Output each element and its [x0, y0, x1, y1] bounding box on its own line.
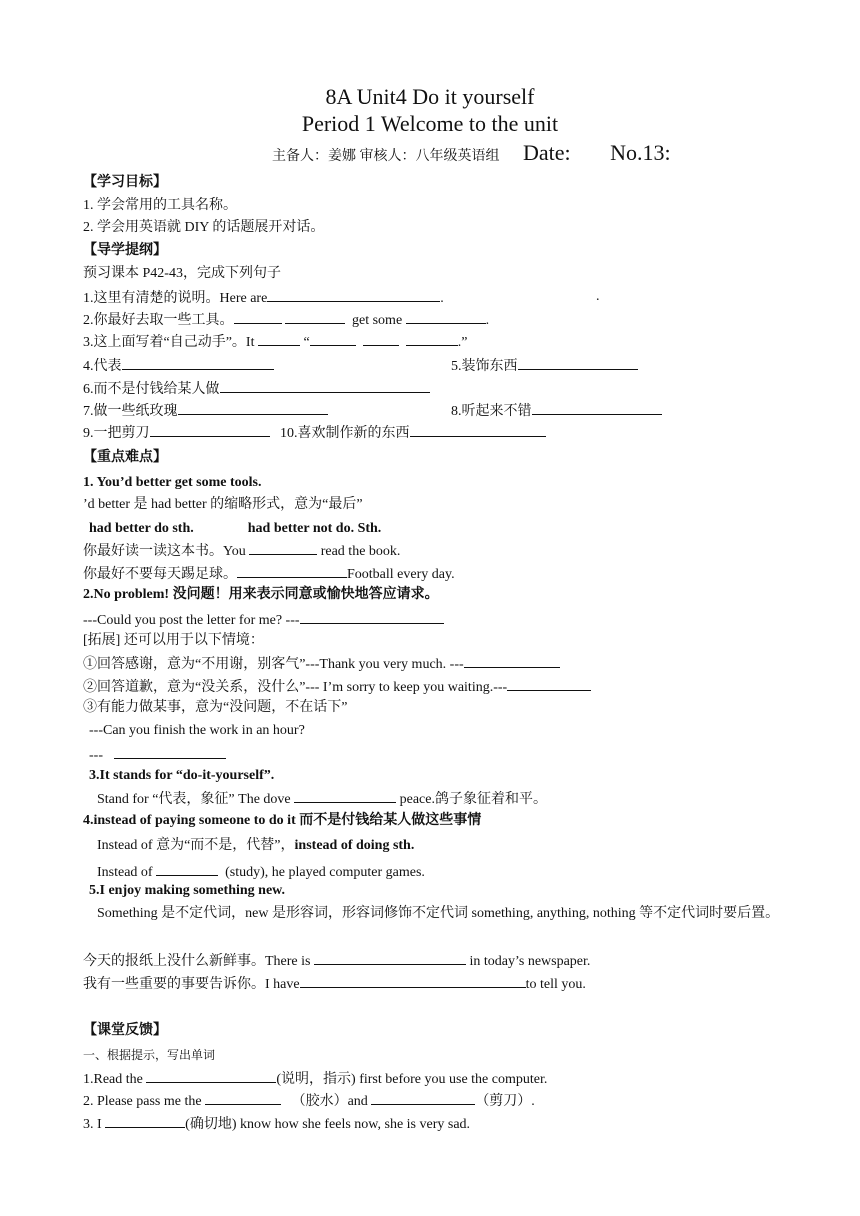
feedback-question-1 — [83, 1069, 547, 1089]
key-point-5-note: Something 是不定代词，new 是形容词，形容词修饰不定代词 something, anything, nothing 等不定代词时要后置。 — [97, 906, 780, 921]
answer-blank[interactable] — [105, 1114, 185, 1128]
key-point-2-case-1 — [83, 654, 560, 674]
answer-blank[interactable] — [156, 862, 218, 876]
answer-blank[interactable] — [249, 541, 317, 555]
example-text: 今天的报纸上没什么新鲜事。There is — [83, 954, 311, 969]
answer-blank[interactable] — [314, 951, 466, 965]
note-text: instead of doing sth. — [294, 838, 415, 853]
question-text: 8.听起来不错 — [451, 404, 532, 419]
example-text: Stand for “代表，象征” The dove — [97, 792, 291, 807]
guide-question-3 — [83, 332, 467, 352]
question-text: 3.这上面写着“自己动手”。It — [83, 335, 255, 350]
key-point-4-note — [97, 837, 414, 855]
example-text: read the book. — [320, 544, 401, 559]
answer-blank[interactable] — [114, 745, 226, 759]
question-text: 4.代表 — [83, 359, 122, 374]
feedback-section-1: 一、根据提示，写出单词 — [83, 1048, 216, 1062]
date-label: Date: — [523, 140, 571, 165]
answer-blank[interactable] — [258, 332, 300, 346]
number-label: No.13: — [610, 140, 671, 165]
page-subtitle: Period 1 Welcome to the unit — [301, 111, 559, 136]
key-point-2-case-3-answer — [89, 745, 226, 765]
question-text: 7.做一些纸玫瑰 — [83, 404, 178, 419]
key-point-5-example-1 — [83, 951, 590, 971]
pattern-text: had better do sth. — [89, 521, 194, 536]
answer-blank[interactable] — [146, 1069, 276, 1083]
example-text: Football every day. — [347, 567, 455, 582]
guide-question-1-end: . — [596, 289, 600, 304]
answer-blank[interactable] — [363, 332, 399, 346]
guide-question-1 — [83, 288, 444, 308]
guide-question-6 — [83, 379, 430, 399]
guide-intro: 预习课本 P42-43，完成下列句子 — [83, 266, 281, 281]
example-text: 我有一些重要的事要告诉你。I have — [83, 977, 300, 992]
answer-blank[interactable] — [122, 356, 274, 370]
guide-question-5 — [451, 356, 638, 376]
answer-blank[interactable] — [371, 1091, 475, 1105]
example-text: in today’s newspaper. — [469, 954, 591, 969]
key-points-heading: 【重点难点】 — [83, 450, 167, 465]
example-text: 你最好不要每天踢足球。 — [83, 567, 237, 582]
answer-blank[interactable] — [300, 974, 526, 988]
answer-blank[interactable] — [507, 677, 591, 691]
guide-question-9-10 — [83, 423, 546, 443]
key-point-3-example — [97, 789, 547, 809]
guide-question-7 — [83, 401, 328, 421]
answer-blank[interactable] — [310, 332, 356, 346]
guide-question-2 — [83, 310, 489, 330]
key-point-5-example-2 — [83, 974, 586, 994]
answer-blank[interactable] — [285, 310, 345, 324]
key-point-5-title: 5.I enjoy making something new. — [89, 883, 286, 898]
answer-blank[interactable] — [205, 1091, 281, 1105]
example-text: --- — [89, 748, 103, 763]
header-meta — [272, 140, 671, 166]
pattern-text: had better not do. Sth. — [247, 521, 382, 536]
question-text: .” — [457, 335, 468, 350]
answer-blank[interactable] — [220, 379, 430, 393]
answer-blank[interactable] — [178, 401, 328, 415]
example-text: (study), he played computer games. — [225, 865, 425, 880]
question-text: （胶水）and — [291, 1094, 368, 1109]
key-point-4-example — [97, 862, 425, 882]
key-point-4-title: 4.instead of paying someone to do it 而不是付钱给某人做这些事情 — [83, 813, 482, 828]
page-title: 8A Unit4 Do it yourself — [325, 84, 535, 109]
objective-item: 2. 学会用英语就 DIY 的话题展开对话。 — [83, 220, 325, 235]
feedback-question-3 — [83, 1114, 470, 1134]
answer-blank[interactable] — [410, 423, 546, 437]
question-text: (说明，指示) first before you use the computer. — [276, 1072, 548, 1087]
answer-blank[interactable] — [532, 401, 662, 415]
key-point-2-extension: [拓展] 还可以用于以下情境： — [83, 633, 264, 648]
key-point-1-note: ’d better 是 had better 的缩略形式，意为“最后” — [83, 497, 363, 512]
question-text: 6.而不是付钱给某人做 — [83, 382, 220, 397]
key-point-2-case-2 — [83, 677, 591, 697]
question-text: . — [440, 291, 444, 306]
preparers-text: 主备人：姜娜 审核人：八年级英语组 — [272, 149, 500, 164]
guide-heading: 【导学提纲】 — [83, 243, 167, 258]
key-point-1-title: 1. You’d better get some tools. — [83, 475, 262, 490]
question-text: （剪刀）. — [475, 1094, 535, 1109]
example-text: ---Could you post the letter for me? --- — [83, 613, 300, 628]
guide-question-8 — [451, 401, 662, 421]
key-point-2-case-3: ③有能力做某事，意为“没问题，不在话下” — [83, 700, 348, 715]
question-text: 2.你最好去取一些工具。 — [83, 313, 234, 328]
answer-blank[interactable] — [294, 789, 396, 803]
answer-blank[interactable] — [518, 356, 638, 370]
answer-blank[interactable] — [464, 654, 560, 668]
answer-blank[interactable] — [406, 332, 458, 346]
answer-blank[interactable] — [150, 423, 270, 437]
example-text: ②回答道歉，意为“没关系，没什么”--- I’m sorry to keep you waiting.--- — [83, 680, 508, 695]
question-text: 3. I — [83, 1117, 102, 1132]
key-point-2-title: 2.No problem! 没问题！用来表示同意或愉快地答应请求。 — [83, 587, 439, 602]
answer-blank[interactable] — [237, 564, 347, 578]
key-point-1-example-2 — [83, 564, 455, 584]
feedback-question-2 — [83, 1091, 535, 1111]
key-point-2-case-3-question: ---Can you finish the work in an hour? — [89, 723, 305, 738]
example-text: to tell you. — [525, 977, 586, 992]
question-text: (确切地) know how she feels now, she is very sad. — [185, 1117, 471, 1132]
feedback-heading: 【课堂反馈】 — [83, 1023, 167, 1038]
objective-item: 1. 学会常用的工具名称。 — [83, 198, 237, 213]
guide-question-4 — [83, 356, 274, 376]
note-text: Instead of 意为“而不是，代替”， — [97, 838, 295, 853]
question-text: get some — [352, 313, 403, 328]
question-text: 2. Please pass me the — [83, 1094, 202, 1109]
answer-blank[interactable] — [234, 310, 282, 324]
question-text: 1.Read the — [83, 1072, 143, 1087]
objectives-heading: 【学习目标】 — [83, 175, 167, 190]
answer-blank[interactable] — [267, 288, 440, 302]
example-text: Instead of — [97, 865, 153, 880]
key-point-2-example — [83, 610, 444, 630]
key-point-1-example-1 — [83, 541, 400, 561]
key-point-1-patterns — [89, 520, 381, 538]
key-point-3-title: 3.It stands for “do-it-yourself”. — [89, 768, 275, 783]
example-text: ①回答感谢，意为“不用谢，别客气”---Thank you very much. --- — [83, 657, 464, 672]
question-text: 5.装饰东西 — [451, 359, 518, 374]
example-text: peace.鸽子象征着和平。 — [399, 792, 547, 807]
question-text: . — [485, 313, 490, 328]
answer-blank[interactable] — [406, 310, 486, 324]
question-text: “ — [303, 335, 310, 350]
answer-blank[interactable] — [300, 610, 444, 624]
question-text: 9.一把剪刀 — [83, 426, 150, 441]
example-text: 你最好读一读这本书。You — [83, 544, 246, 559]
question-text: 10.喜欢制作新的东西 — [280, 426, 410, 441]
question-text: 1.这里有清楚的说明。Here are — [83, 291, 268, 306]
